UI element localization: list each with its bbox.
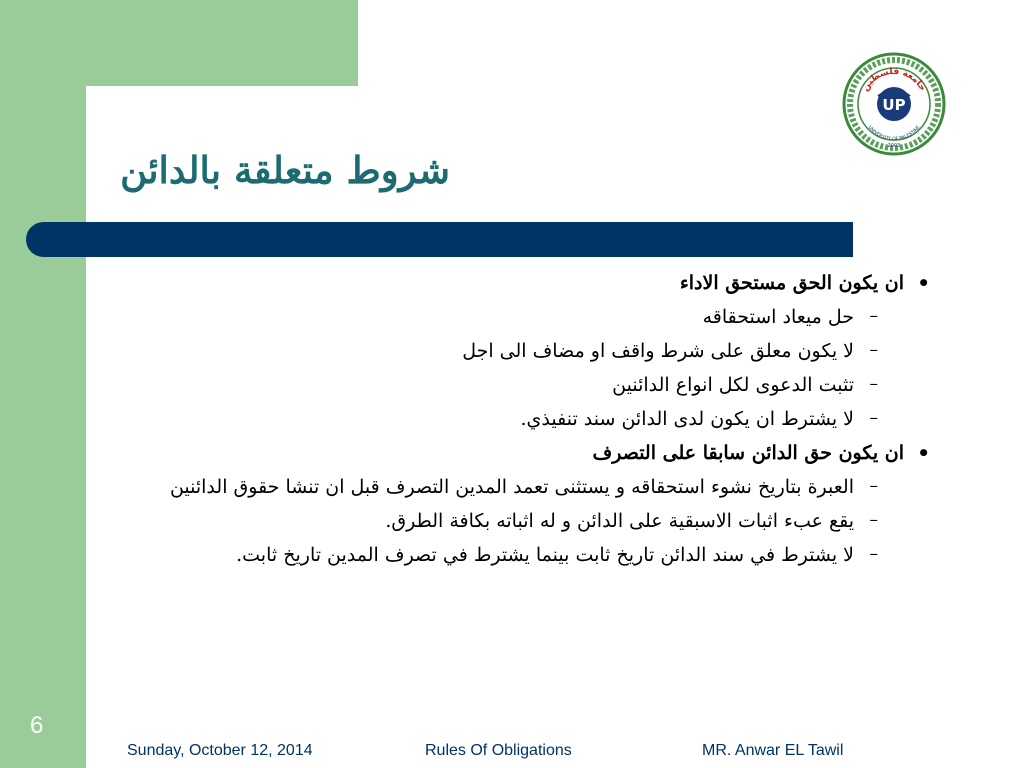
sub-bullet-item [130, 336, 930, 366]
bullet-text: لا يشترط ان يكون لدى الدائن سند تنفيذي. [520, 408, 854, 430]
slide-number: 6 [30, 712, 44, 739]
bullet-text: يقع عبء اثبات الاسبقية على الدائن و له اثباته بكافة الطرق. [385, 510, 854, 532]
footer-course: Rules Of Obligations [425, 742, 572, 759]
bullet-text: ان يكون الحق مستحق الاداء [679, 272, 904, 294]
bullet-marker: • [917, 441, 930, 465]
bullet-text: حل ميعاد استحقاقه [702, 306, 854, 328]
sub-bullet-item [130, 404, 930, 434]
university-logo [842, 52, 946, 156]
bullet-text: لا يكون معلق على شرط واقف او مضاف الى اجل [462, 340, 854, 362]
sub-bullet-item [130, 302, 930, 332]
bullet-list [130, 268, 930, 574]
footer-author: MR. Anwar EL Tawil [702, 742, 844, 759]
dash-marker: – [869, 340, 878, 360]
green-top-band [0, 0, 358, 86]
bullet-text: ان يكون حق الدائن سابقا على التصرف [592, 442, 904, 464]
dash-marker: – [869, 476, 878, 496]
bullet-item [130, 268, 930, 298]
dash-marker: – [869, 374, 878, 394]
bullet-item [130, 438, 930, 468]
slide-title: شروط متعلقة بالدائن [120, 148, 450, 192]
title-divider-bar [26, 222, 853, 257]
dash-marker: – [869, 544, 878, 564]
logo-ring-arabic: جامعة فلسطين [860, 66, 928, 94]
sub-bullet-item [130, 506, 930, 536]
bullet-text: لا يشترط في سند الدائن تاريخ ثابت بينما يشترط في تصرف المدين تاريخ ثابت. [236, 544, 854, 566]
bullet-text: تثبت الدعوى لكل انواع الدائنين [612, 374, 854, 396]
bullet-marker: • [917, 271, 930, 295]
sub-bullet-item [130, 370, 930, 400]
dash-marker: – [869, 510, 878, 530]
bullet-text: العبرة بتاريخ نشوء استحقاقه و يستثنى تعمد المدين التصرف قبل ان تنشا حقوق الدائنين [169, 476, 854, 498]
dash-marker: – [869, 408, 878, 428]
green-sidebar-band [0, 0, 86, 768]
logo-ring-english: UNIVERSITY OF PALESTINE [866, 125, 922, 143]
logo-year: 2003 [887, 143, 901, 149]
footer-date: Sunday, October 12, 2014 [127, 742, 313, 759]
sub-bullet-item [130, 540, 930, 570]
sub-bullet-item [130, 472, 930, 502]
logo-center-text: UP [882, 96, 906, 114]
dash-marker: – [869, 306, 878, 326]
